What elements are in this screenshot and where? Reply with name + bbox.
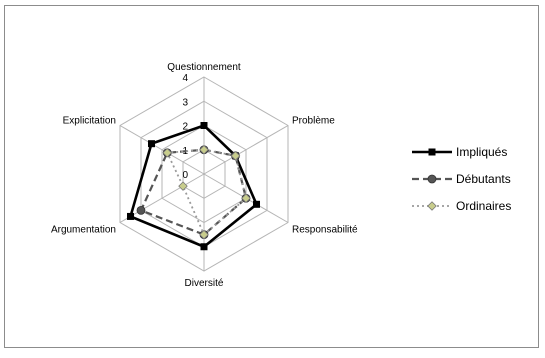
legend-item-impliques	[412, 145, 507, 159]
axis-label-diversite: Diversité	[184, 278, 224, 289]
legend-marker	[428, 175, 436, 183]
data-point	[137, 206, 145, 214]
tick-label: 3	[182, 97, 188, 109]
axis-label-questionnement: Questionnement	[167, 62, 241, 73]
legend-marker	[428, 202, 436, 210]
legend-marker	[429, 149, 436, 156]
tick-label: 0	[182, 170, 188, 181]
tick-label: 1	[182, 145, 188, 157]
legend-item-ordinaires	[412, 199, 511, 213]
legend-label: Impliqués	[456, 145, 508, 159]
tick-label: 4	[182, 73, 188, 84]
axis-label-probleme: Problème	[292, 115, 335, 127]
axis-label-argumentation: Argumentation	[50, 224, 116, 236]
data-point	[127, 213, 134, 220]
radar-grid	[120, 77, 288, 271]
axis-label-responsabilite: Responsabilité	[292, 224, 358, 236]
tick-label: 2	[182, 121, 188, 133]
legend-label: Ordinaires	[456, 199, 512, 213]
data-point	[253, 201, 260, 208]
data-point	[179, 182, 187, 190]
data-point	[148, 140, 155, 147]
legend-item-debutants	[412, 172, 511, 186]
data-point	[201, 122, 208, 129]
legend-label: Débutants	[456, 172, 511, 186]
axis-label-explicitation: Explicitation	[62, 115, 116, 127]
data-point	[201, 243, 208, 250]
legend	[412, 145, 511, 213]
